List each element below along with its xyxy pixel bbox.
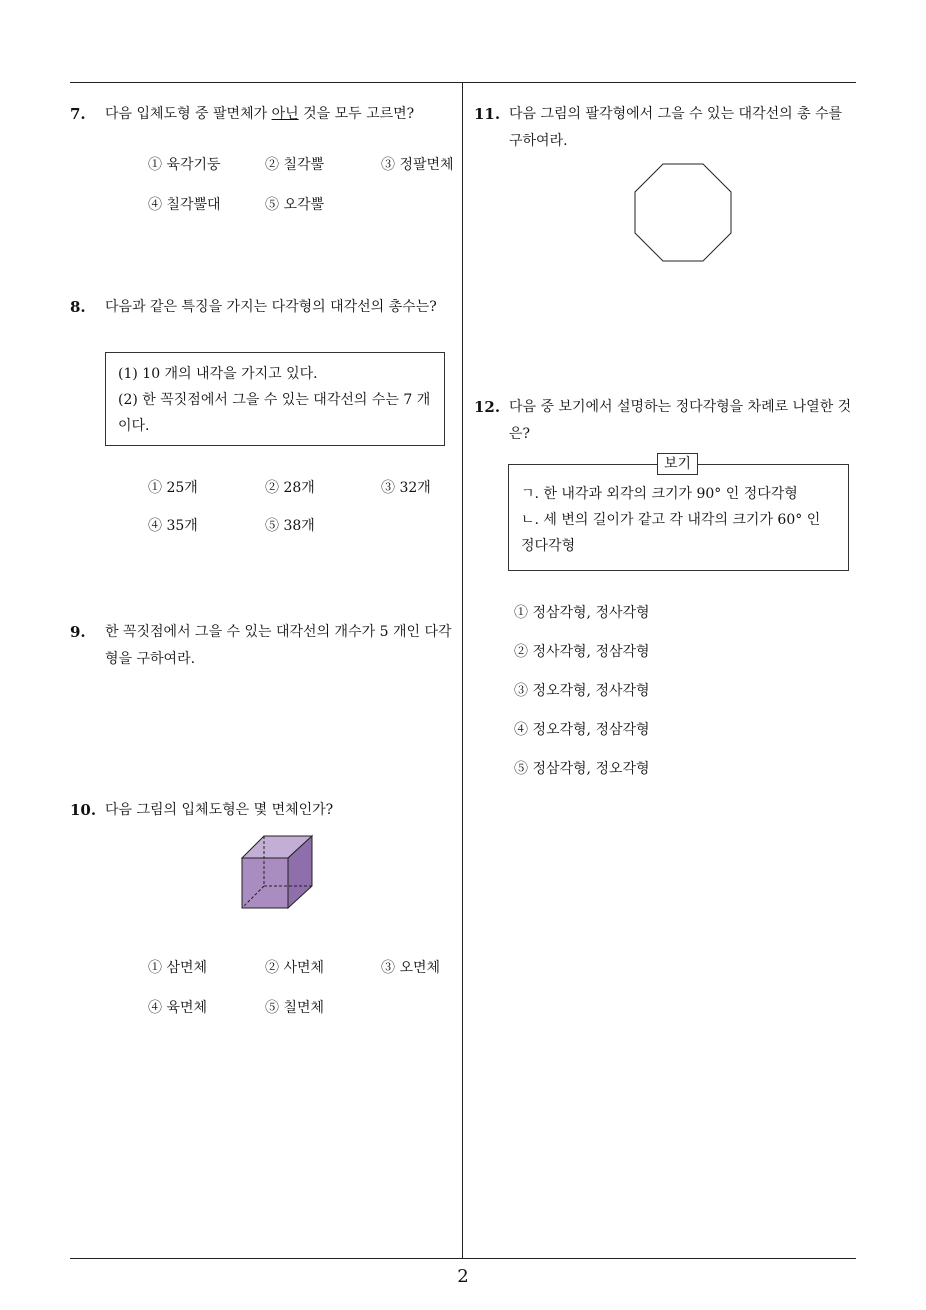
choice-4[interactable]: ④ 정오각형, 정삼각형 (514, 722, 650, 738)
choice-1[interactable]: ① 육각기둥 (148, 157, 221, 173)
choice-5[interactable]: ⑤ 정삼각형, 정오각형 (514, 761, 650, 777)
question-9 (70, 619, 455, 673)
question-7 (70, 101, 455, 128)
choice-5[interactable]: ⑤ 오각뿔 (265, 197, 325, 213)
choice-2[interactable]: ② 칠각뿔 (265, 157, 325, 173)
choice-3[interactable]: ③ 오면체 (381, 960, 441, 976)
choice-2[interactable]: ② 28개 (265, 480, 315, 496)
condition-line-1: (1) 10 개의 내각을 가지고 있다. (118, 366, 318, 382)
bogi-line-2: ㄴ. 세 변의 길이가 같고 각 내각의 크기가 60° 인 정다각형 (521, 512, 821, 554)
column-divider (462, 82, 463, 1258)
question-number: 7. (70, 105, 86, 123)
octagon-shape (635, 164, 731, 261)
question-text: 다음 그림의 입체도형은 몇 면체인가? (105, 802, 334, 818)
choice-3[interactable]: ③ 정팔면체 (381, 157, 454, 173)
question-12 (474, 394, 860, 448)
condition-line-2: (2) 한 꼭짓점에서 그을 수 있는 대각선의 수는 7 개이다. (118, 392, 431, 434)
question-10 (70, 797, 455, 824)
header-rule (70, 82, 856, 83)
question-text: 한 꼭짓점에서 그을 수 있는 대각선의 개수가 5 개인 다각형을 구하여라. (105, 624, 452, 667)
choice-2[interactable]: ② 정사각형, 정삼각형 (514, 644, 650, 660)
question-8 (70, 294, 455, 321)
question-number: 12. (474, 398, 501, 416)
question-number: 11. (474, 105, 501, 123)
choice-1[interactable]: ① 삼면체 (148, 960, 208, 976)
question-text: 다음 그림의 팔각형에서 그을 수 있는 대각선의 총 수를 구하여라. (509, 106, 843, 149)
choice-4[interactable]: ④ 칠각뿔대 (148, 197, 221, 213)
cube-figure (236, 830, 320, 914)
question-11 (474, 101, 860, 155)
question-text: 다음과 같은 특징을 가지는 다각형의 대각선의 총수는? (105, 299, 437, 315)
question-number: 8. (70, 298, 86, 316)
choice-1[interactable]: ① 정삼각형, 정사각형 (514, 605, 650, 621)
question-number: 10. (70, 801, 97, 819)
page-number: 2 (457, 1266, 469, 1287)
choice-1[interactable]: ① 25개 (148, 480, 198, 496)
bogi-line-1: ㄱ. 한 내각과 외각의 크기가 90° 인 정다각형 (521, 486, 798, 502)
octagon-figure (632, 162, 734, 264)
choice-5[interactable]: ⑤ 칠면체 (265, 1000, 325, 1016)
choice-3[interactable]: ③ 32개 (381, 480, 431, 496)
choice-2[interactable]: ② 사면체 (265, 960, 325, 976)
question-number: 9. (70, 623, 86, 641)
choice-4[interactable]: ④ 35개 (148, 518, 198, 534)
footer-rule (70, 1258, 856, 1259)
bogi-box (508, 464, 849, 571)
choice-4[interactable]: ④ 육면체 (148, 1000, 208, 1016)
question-text: 다음 중 보기에서 설명하는 정다각형을 차례로 나열한 것은? (509, 399, 852, 442)
bogi-label: 보기 (657, 453, 698, 475)
question-text: 다음 입체도형 중 팔면체가 아닌 것을 모두 고르면? (105, 106, 415, 122)
choice-3[interactable]: ③ 정오각형, 정사각형 (514, 683, 650, 699)
choice-5[interactable]: ⑤ 38개 (265, 518, 315, 534)
condition-box (105, 352, 445, 446)
